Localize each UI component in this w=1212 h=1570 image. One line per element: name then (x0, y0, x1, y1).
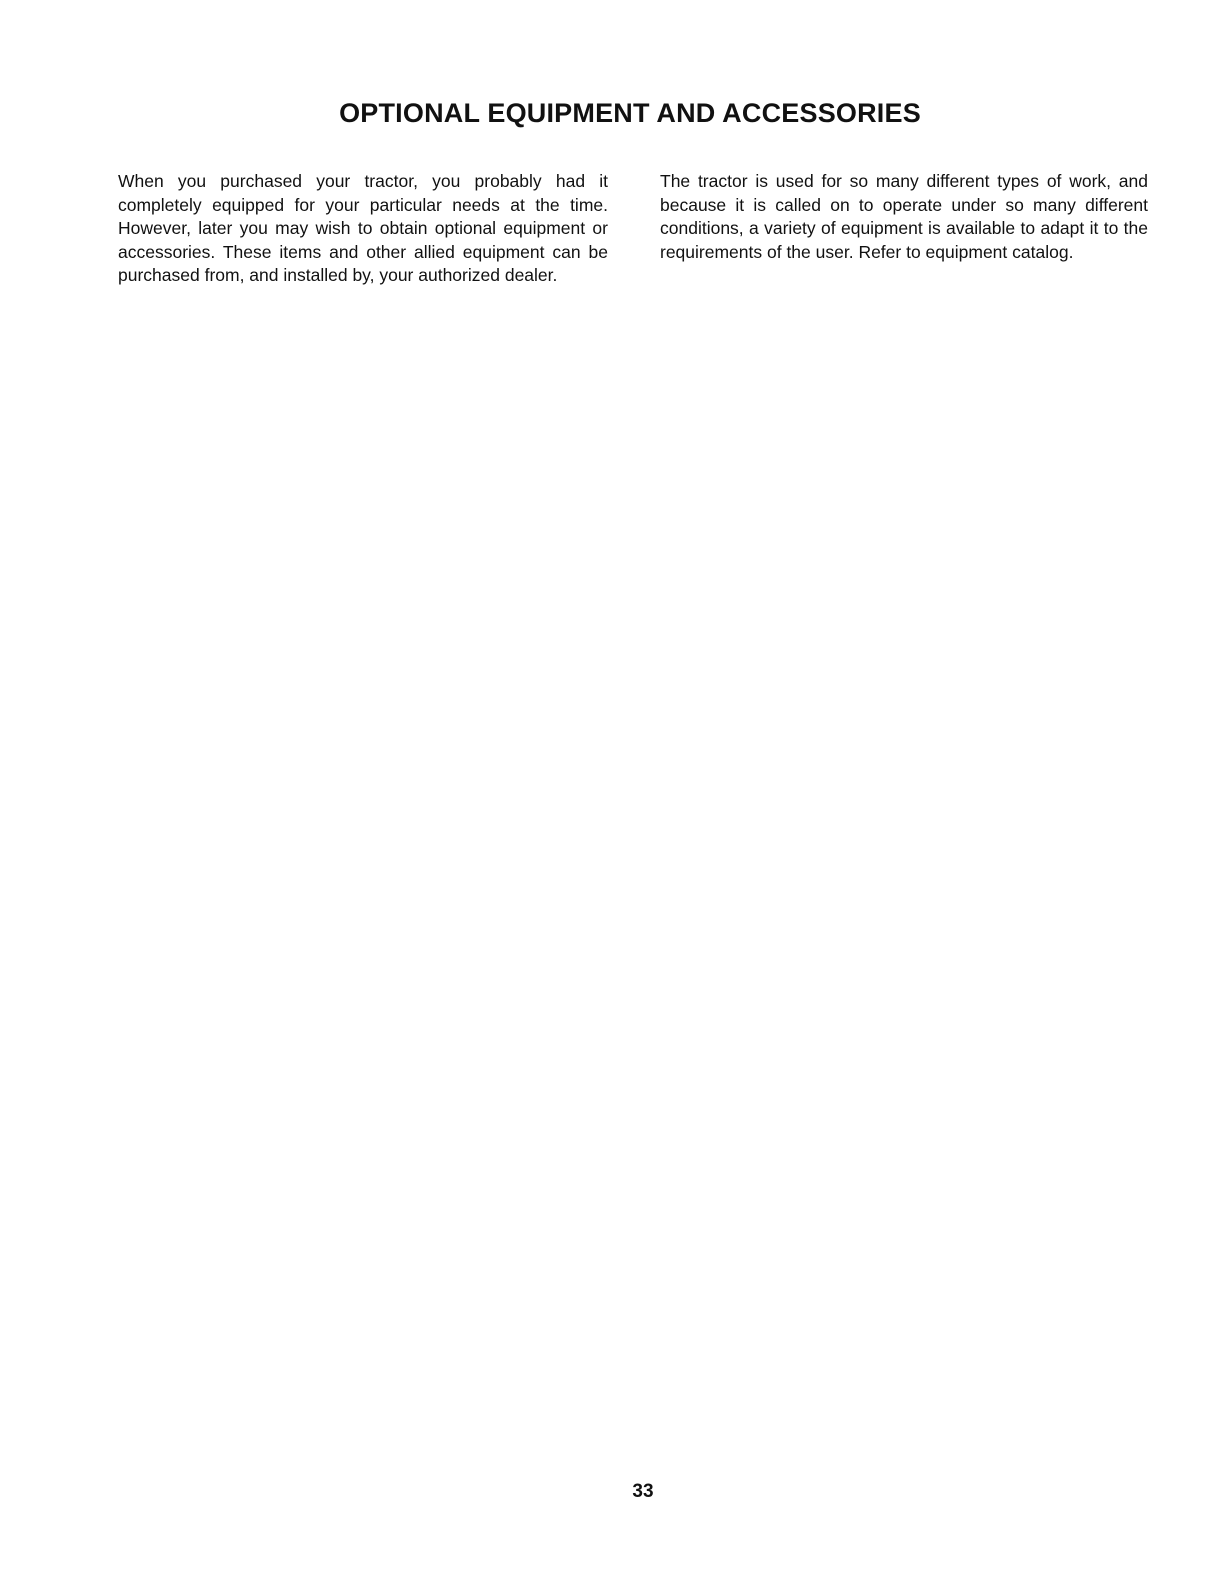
page-title: OPTIONAL EQUIPMENT AND ACCESSORIES (339, 98, 921, 128)
intro-paragraph-left: When you purchased your tractor, you probably had it completely equipped for your particular needs at the time. However, later you may wish to obtain optional equipment or accessories. These items and other allied equipment can be purchased from, and installed by, your authorized dealer. (118, 171, 608, 285)
intro-paragraph-right: The tractor is used for so many different types of work, and because it is called on to operate under so many different conditions, a variety of equipment is available to adapt it to the requirements of the user. Refer to equipment catalog. (660, 171, 1148, 262)
page-number: 33 (632, 1481, 654, 1502)
